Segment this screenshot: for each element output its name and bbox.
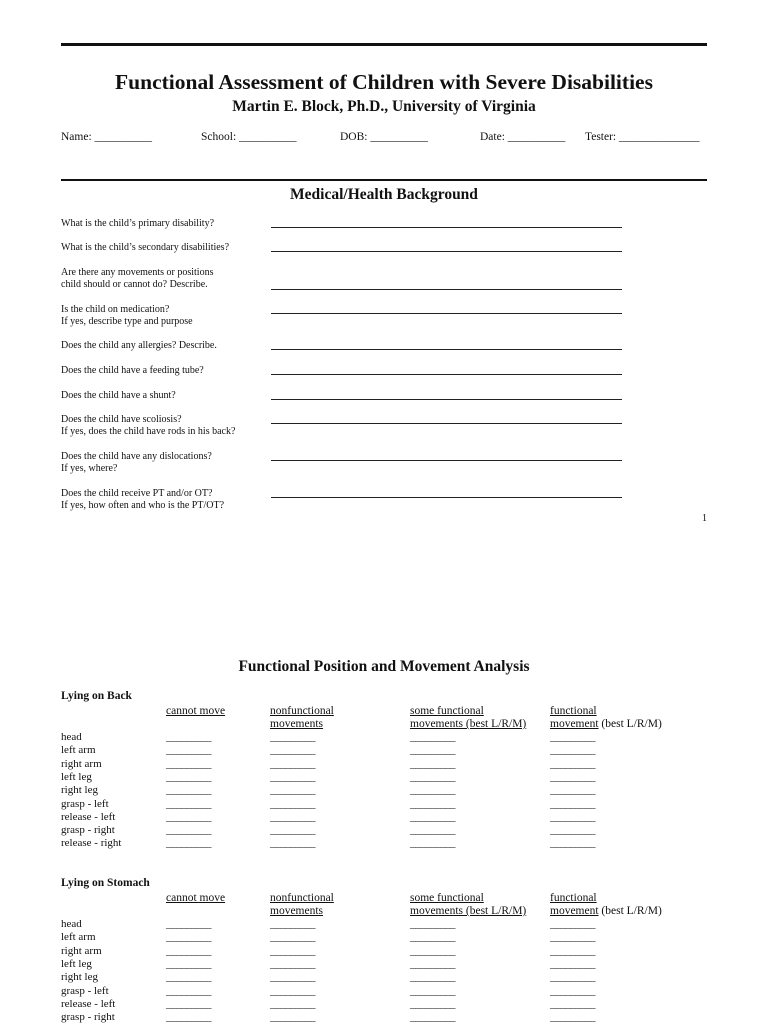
rating-blank-cannot-move[interactable]: _________	[166, 731, 211, 743]
row-label: head	[61, 918, 82, 930]
row-label: release - right	[61, 837, 122, 850]
answer-line-shunt[interactable]	[271, 399, 622, 400]
rating-blank-functional[interactable]: _________	[550, 931, 595, 944]
col-header-some-functional	[410, 705, 526, 731]
row-label: grasp - left	[61, 797, 109, 810]
rating-blank-some-functional[interactable]: _________	[410, 918, 455, 930]
col-header-functional	[550, 892, 662, 918]
rating-blank-cannot-move[interactable]: _________	[166, 931, 211, 944]
col-header-some-functional	[410, 892, 526, 918]
question-feeding-tube	[61, 365, 204, 377]
row-label: left leg	[61, 957, 92, 970]
rating-blank-some-functional[interactable]: _________	[410, 957, 455, 970]
rating-blank-nonfunctional[interactable]: _________	[270, 997, 315, 1010]
section-title-lying-on-stomach: Lying on Stomach	[61, 877, 150, 889]
page-number: 1	[702, 513, 707, 524]
row-label: release - left	[61, 997, 116, 1010]
movement-heading: Functional Position and Movement Analysis	[238, 658, 530, 675]
school-field[interactable]	[201, 131, 297, 143]
question-text: Is the child on medication?	[61, 304, 170, 315]
question-text-2: If yes, does the child have rods in his back?	[61, 426, 236, 437]
col-header-text: some functional	[410, 705, 484, 717]
document-subtitle: Martin E. Block, Ph.D., University of Virginia	[232, 98, 536, 115]
rating-blank-functional[interactable]: _________	[550, 984, 595, 997]
question-text-2: If yes, describe type and purpose	[61, 316, 193, 327]
rating-blank-some-functional[interactable]: _________	[410, 944, 455, 957]
rating-blank-functional[interactable]: _________	[550, 731, 595, 743]
rating-blank-functional[interactable]: _________	[550, 810, 595, 823]
tester-blank: ______________	[619, 131, 700, 143]
row-label: grasp - right	[61, 1011, 115, 1024]
rating-blank-nonfunctional[interactable]: _________	[270, 837, 315, 850]
tester-label: Tester:	[585, 131, 617, 143]
tester-field[interactable]	[585, 131, 700, 143]
col-header-text-2: movements	[270, 905, 324, 917]
question-medication	[61, 304, 193, 328]
rating-blank-functional[interactable]: _________	[550, 957, 595, 970]
col-header-text: some functional	[410, 892, 484, 904]
col-header-text-2: movements (best L/R/M)	[410, 905, 527, 917]
question-text-2: child should or cannot do? Describe.	[61, 279, 208, 290]
col-header-text-3: (best L/R/M)	[598, 905, 662, 917]
col-header-text-3: (best L/R/M)	[598, 718, 662, 730]
school-label: School:	[201, 131, 237, 143]
rating-blank-nonfunctional[interactable]: _________	[270, 824, 315, 837]
answer-line-primary-disability[interactable]	[271, 227, 622, 228]
rating-blank-functional[interactable]: _________	[550, 744, 595, 757]
row-label: right leg	[61, 784, 98, 797]
question-dislocations	[61, 451, 212, 475]
rating-blank-functional[interactable]: _________	[550, 918, 595, 930]
question-text: Does the child any allergies? Describe.	[61, 340, 217, 351]
rating-blank-nonfunctional[interactable]: _________	[270, 731, 315, 743]
rating-blank-cannot-move[interactable]: _________	[166, 810, 211, 823]
question-text: Does the child have any dislocations?	[61, 451, 212, 462]
rating-blank-some-functional[interactable]: _________	[410, 770, 455, 783]
rating-blank-some-functional[interactable]: _________	[410, 931, 455, 944]
answer-line-medication[interactable]	[271, 313, 622, 314]
row-label: left arm	[61, 744, 96, 757]
rating-blank-functional[interactable]: _________	[550, 770, 595, 783]
col-header-text: functional	[550, 705, 597, 717]
answer-line-secondary-disabilities[interactable]	[271, 251, 622, 252]
col-header-text: nonfunctional	[270, 892, 334, 904]
rating-blank-cannot-move[interactable]: _________	[166, 784, 211, 797]
rating-blank-cannot-move[interactable]: _________	[166, 744, 211, 757]
question-text: What is the child’s primary disability?	[61, 218, 215, 229]
date-field[interactable]	[480, 131, 565, 143]
rating-blank-cannot-move[interactable]: _________	[166, 984, 211, 997]
rating-blank-nonfunctional[interactable]: _________	[270, 784, 315, 797]
row-label: left arm	[61, 931, 96, 944]
question-allergies	[61, 340, 217, 352]
question-text-2: If yes, where?	[61, 463, 118, 474]
col-header-functional	[550, 705, 662, 731]
date-blank: __________	[507, 131, 566, 143]
col-header-cannot-move	[166, 892, 225, 905]
rating-blank-cannot-move[interactable]: _________	[166, 957, 211, 970]
rating-blank-functional[interactable]: _________	[550, 971, 595, 984]
document-title: Functional Assessment of Children with Severe Disabilities	[115, 70, 653, 94]
question-text: Are there any movements or positions	[61, 267, 214, 278]
medical-heading: Medical/Health Background	[290, 186, 478, 203]
question-pt-ot	[61, 488, 224, 512]
rating-blank-nonfunctional[interactable]: _________	[270, 797, 315, 810]
row-label: left leg	[61, 770, 92, 783]
top-rule	[61, 43, 707, 46]
rating-blank-nonfunctional[interactable]: _________	[270, 984, 315, 997]
question-secondary-disabilities	[61, 242, 229, 254]
question-text-2: If yes, how often and who is the PT/OT?	[61, 500, 225, 511]
rating-blank-cannot-move[interactable]: _________	[166, 944, 211, 957]
rating-blank-functional[interactable]: _________	[550, 837, 595, 850]
rating-blank-some-functional[interactable]: _________	[410, 971, 455, 984]
row-label: head	[61, 731, 82, 743]
col-header-text: functional	[550, 892, 597, 904]
rating-blank-some-functional[interactable]: _________	[410, 810, 455, 823]
question-text: Does the child have a shunt?	[61, 390, 176, 401]
rating-blank-some-functional[interactable]: _________	[410, 757, 455, 770]
name-label: Name:	[61, 131, 92, 143]
rating-blank-nonfunctional[interactable]: _________	[270, 1011, 315, 1024]
col-header-nonfunctional	[270, 892, 334, 918]
question-text: Does the child have scoliosis?	[61, 414, 182, 425]
rating-blank-functional[interactable]: _________	[550, 784, 595, 797]
name-blank: __________	[94, 131, 153, 143]
section-title-lying-on-back: Lying on Back	[61, 690, 132, 702]
dob-label: DOB:	[340, 131, 368, 143]
row-label: right arm	[61, 757, 102, 770]
rating-blank-some-functional[interactable]: _________	[410, 797, 455, 810]
rating-blank-nonfunctional[interactable]: _________	[270, 744, 315, 757]
rating-blank-functional[interactable]: _________	[550, 1011, 595, 1024]
col-header-nonfunctional	[270, 705, 334, 731]
answer-line-pt-ot[interactable]	[271, 497, 622, 498]
answer-line-feeding-tube[interactable]	[271, 374, 622, 375]
question-text: Does the child receive PT and/or OT?	[61, 488, 213, 499]
question-primary-disability	[61, 218, 214, 230]
rating-blank-cannot-move[interactable]: _________	[166, 797, 211, 810]
dob-field[interactable]	[340, 131, 428, 143]
rating-blank-cannot-move[interactable]: _________	[166, 837, 211, 850]
rating-blank-cannot-move[interactable]: _________	[166, 1011, 211, 1024]
name-field[interactable]	[61, 131, 152, 143]
rating-blank-some-functional[interactable]: _________	[410, 784, 455, 797]
rating-blank-some-functional[interactable]: _________	[410, 1011, 455, 1024]
school-blank: __________	[239, 131, 297, 143]
rating-blank-cannot-move[interactable]: _________	[166, 971, 211, 984]
rating-blank-cannot-move[interactable]: _________	[166, 757, 211, 770]
col-header-text: cannot move	[166, 705, 226, 717]
dob-blank: __________	[370, 131, 428, 143]
section-rule	[61, 179, 707, 181]
col-header-cannot-move	[166, 705, 225, 718]
row-label: release - left	[61, 810, 116, 823]
rating-blank-nonfunctional[interactable]: _________	[270, 770, 315, 783]
rating-blank-cannot-move[interactable]: _________	[166, 997, 211, 1010]
row-label: right arm	[61, 944, 102, 957]
rating-blank-nonfunctional[interactable]: _________	[270, 757, 315, 770]
rating-blank-nonfunctional[interactable]: _________	[270, 931, 315, 944]
rating-blank-cannot-move[interactable]: _________	[166, 918, 211, 930]
rating-blank-nonfunctional[interactable]: _________	[270, 957, 315, 970]
answer-line-movements[interactable]	[271, 289, 622, 290]
rating-blank-functional[interactable]: _________	[550, 797, 595, 810]
rating-blank-some-functional[interactable]: _________	[410, 837, 455, 850]
date-label: Date:	[480, 131, 505, 143]
rating-blank-some-functional[interactable]: _________	[410, 744, 455, 757]
col-header-text-2: movement	[550, 905, 599, 917]
question-text: What is the child’s secondary disabilities?	[61, 242, 230, 253]
question-shunt	[61, 390, 176, 402]
col-header-text-2: movements (best L/R/M)	[410, 718, 527, 730]
rating-blank-functional[interactable]: _________	[550, 757, 595, 770]
rating-blank-some-functional[interactable]: _________	[410, 997, 455, 1010]
rating-blank-cannot-move[interactable]: _________	[166, 770, 211, 783]
question-scoliosis	[61, 414, 235, 438]
rating-blank-functional[interactable]: _________	[550, 944, 595, 957]
rating-blank-functional[interactable]: _________	[550, 997, 595, 1010]
col-header-text: nonfunctional	[270, 705, 334, 717]
row-label: grasp - left	[61, 984, 109, 997]
rating-blank-cannot-move[interactable]: _________	[166, 824, 211, 837]
rating-blank-some-functional[interactable]: _________	[410, 731, 455, 743]
rating-blank-nonfunctional[interactable]: _________	[270, 918, 315, 930]
rating-blank-some-functional[interactable]: _________	[410, 824, 455, 837]
rating-blank-some-functional[interactable]: _________	[410, 984, 455, 997]
answer-line-dislocations[interactable]	[271, 460, 622, 461]
rating-blank-nonfunctional[interactable]: _________	[270, 944, 315, 957]
rating-blank-nonfunctional[interactable]: _________	[270, 971, 315, 984]
col-header-text-2: movement	[550, 718, 599, 730]
answer-line-allergies[interactable]	[271, 349, 622, 350]
question-movements	[61, 267, 213, 291]
row-label: grasp - right	[61, 824, 115, 837]
rating-blank-nonfunctional[interactable]: _________	[270, 810, 315, 823]
col-header-text: cannot move	[166, 892, 226, 904]
col-header-text-2: movements	[270, 718, 324, 730]
answer-line-scoliosis[interactable]	[271, 423, 622, 424]
question-text: Does the child have a feeding tube?	[61, 365, 204, 376]
rating-blank-functional[interactable]: _________	[550, 824, 595, 837]
row-label: right leg	[61, 971, 98, 984]
